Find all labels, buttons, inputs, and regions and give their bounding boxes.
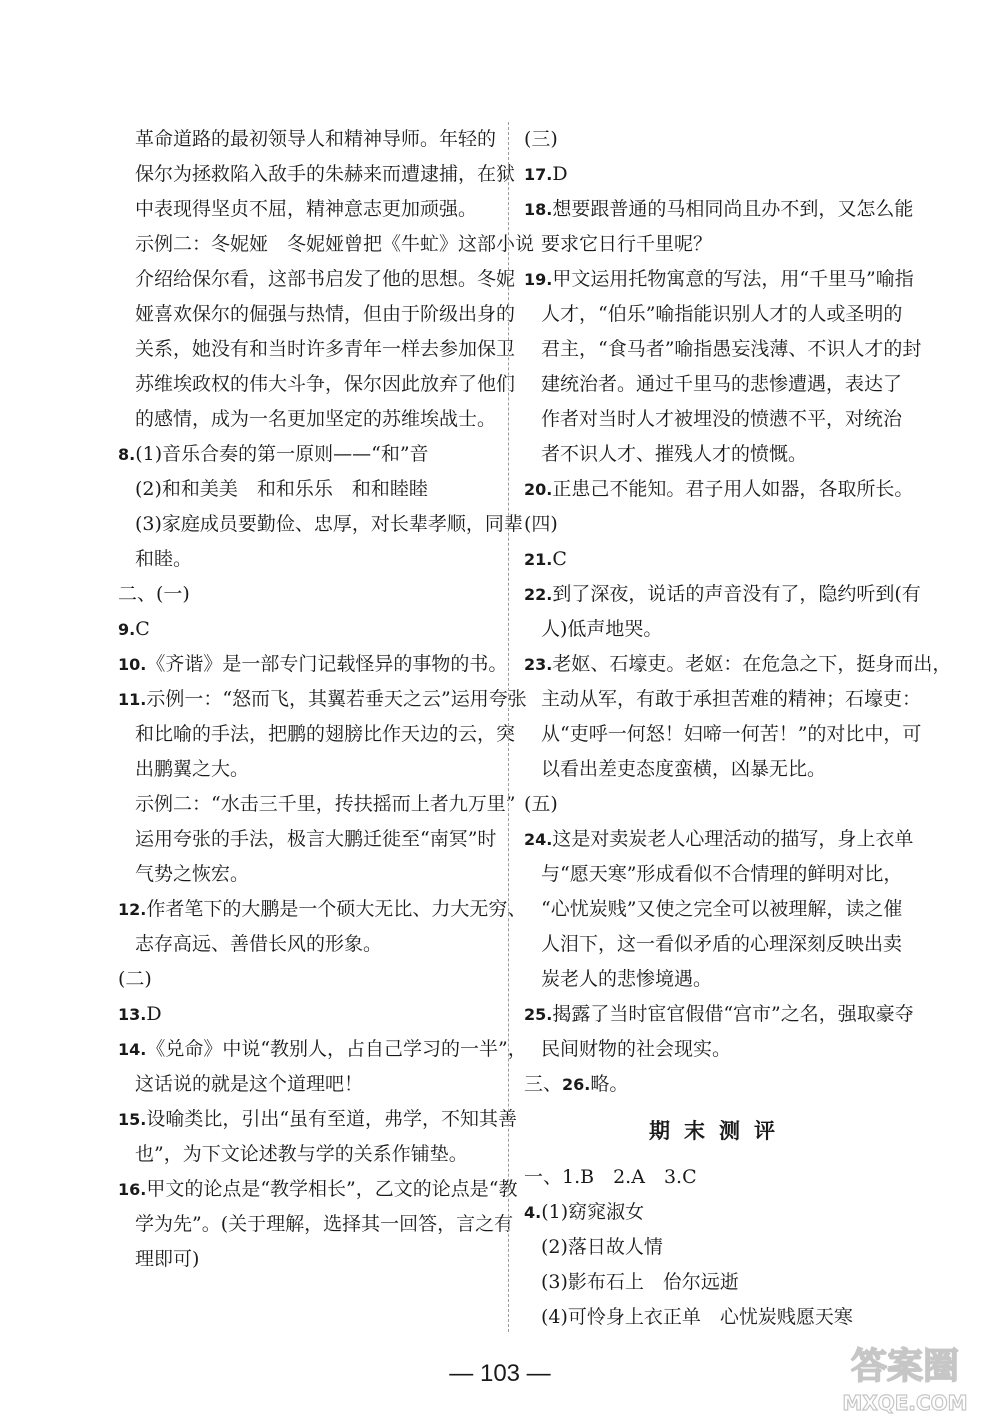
answer-text: 介绍给保尔看，这部书启发了他的思想。冬妮 bbox=[135, 268, 516, 290]
answer-line bbox=[524, 1230, 894, 1265]
answer-line bbox=[118, 192, 498, 227]
answer-text: 学为先”。(关于理解，选择其一回答，言之有 bbox=[135, 1213, 514, 1235]
answer-line bbox=[118, 297, 516, 332]
answer-text: 关系，她没有和当时许多青年一样去参加保卫 bbox=[135, 338, 516, 360]
answer-text: 设喻类比，引出“虽有至道，弗学，不知其善 bbox=[146, 1108, 518, 1130]
question-number: 20. bbox=[524, 480, 553, 499]
watermark-logo bbox=[810, 1338, 990, 1418]
answer-text: 示例一：“怒而飞，其翼若垂天之云”运用夸张 bbox=[146, 688, 527, 710]
watermark-text: 答案圈 bbox=[850, 1346, 960, 1387]
answer-line bbox=[524, 647, 952, 682]
answer-text: 和睦。 bbox=[135, 548, 193, 570]
answer-line bbox=[524, 997, 914, 1032]
answer-line bbox=[118, 1137, 498, 1172]
answer-text: 甲文的论点是“教学相长”，乙文的论点是“教 bbox=[146, 1178, 518, 1200]
answer-line bbox=[118, 1067, 498, 1102]
answer-line bbox=[524, 682, 922, 717]
answer-text: 民间财物的社会现实。 bbox=[541, 1038, 732, 1060]
answer-line bbox=[118, 402, 498, 437]
answer-text: 者不识人才、摧残人才的愤慨。 bbox=[541, 443, 808, 465]
answer-line bbox=[118, 1242, 498, 1277]
answer-text: 主动从军，有敢于承担苦难的精神；石壕吏： bbox=[541, 688, 922, 710]
question-number: 10. bbox=[118, 655, 147, 674]
question-number: 11. bbox=[118, 690, 147, 709]
answer-text: 略。 bbox=[590, 1073, 629, 1095]
answer-text: 苏维埃政权的伟大斗争，保尔因此放弃了他们 bbox=[135, 373, 516, 395]
question-number: 26. bbox=[562, 1075, 591, 1094]
question-number: 25. bbox=[524, 1005, 553, 1024]
question-number: 24. bbox=[524, 830, 553, 849]
column-divider bbox=[508, 122, 509, 1332]
answer-line bbox=[118, 1102, 518, 1137]
right-column bbox=[524, 122, 952, 1335]
answer-text: 和比喻的手法，把鹏的翅膀比作天边的云，突 bbox=[135, 723, 516, 745]
answer-line bbox=[524, 577, 921, 612]
answer-text: (1)音乐合奏的第一原则——“和”音 bbox=[135, 443, 429, 465]
question-number: 15. bbox=[118, 1110, 147, 1129]
answer-text: 这话说的就是这个道理吧！ bbox=[135, 1073, 364, 1095]
answer-line bbox=[118, 927, 498, 962]
answer-text: D bbox=[552, 163, 568, 185]
answer-text: 气势之恢宏。 bbox=[135, 863, 250, 885]
watermark-url: MXQE.COM bbox=[842, 1391, 968, 1415]
answer-line bbox=[118, 437, 498, 472]
answer-line bbox=[524, 332, 922, 367]
answer-text: 娅喜欢保尔的倔强与热情，但由于阶级出身的 bbox=[135, 303, 516, 325]
answer-line bbox=[524, 857, 903, 892]
answer-line bbox=[118, 787, 516, 822]
question-number: 14. bbox=[118, 1040, 147, 1059]
answer-text: (三) bbox=[524, 128, 558, 150]
answer-line bbox=[524, 472, 914, 507]
answer-line bbox=[524, 437, 894, 472]
answer-line bbox=[118, 647, 508, 682]
answer-line bbox=[118, 367, 516, 402]
answer-line bbox=[118, 717, 516, 752]
answer-text: (3)家庭成员要勤俭、忠厚，对长辈孝顺，同辈 bbox=[135, 513, 523, 535]
answer-line bbox=[524, 192, 914, 227]
question-number: 13. bbox=[118, 1005, 147, 1024]
answer-line bbox=[524, 227, 894, 262]
answer-line bbox=[524, 892, 903, 927]
answer-line bbox=[118, 962, 498, 997]
answer-line bbox=[524, 262, 914, 297]
answer-text: 保尔为拯救陷入敌手的朱赫来而遭逮捕，在狱 bbox=[135, 163, 516, 185]
answer-line bbox=[524, 1160, 894, 1195]
answer-line bbox=[524, 612, 894, 647]
answer-text: 炭老人的悲惨境遇。 bbox=[541, 968, 713, 990]
answer-text: 与“愿天寒”形成看似不合情理的鲜明对比， bbox=[541, 863, 903, 885]
answer-line bbox=[524, 402, 903, 437]
answer-text: 一、1.B 2.A 3.C bbox=[524, 1166, 697, 1188]
answer-line bbox=[524, 542, 894, 577]
answer-text: (2)落日故人情 bbox=[541, 1236, 663, 1258]
answer-text: 也”，为下文论述教与学的关系作铺垫。 bbox=[135, 1143, 468, 1165]
answer-line bbox=[524, 1032, 894, 1067]
answer-line bbox=[524, 157, 894, 192]
answer-line bbox=[118, 227, 535, 262]
question-number: 16. bbox=[118, 1180, 147, 1199]
answer-line bbox=[118, 857, 498, 892]
answer-text: 甲文运用托物寓意的写法，用“千里马”喻指 bbox=[552, 268, 914, 290]
answer-text: (4)可怜身上衣正单 心忧炭贱愿天寒 bbox=[541, 1306, 853, 1328]
answer-line bbox=[118, 822, 498, 857]
answer-line bbox=[524, 822, 914, 857]
left-column bbox=[118, 122, 535, 1277]
answer-line bbox=[524, 927, 903, 962]
question-number: 23. bbox=[524, 655, 553, 674]
answer-text: 革命道路的最初领导人和精神导师。年轻的 bbox=[135, 128, 497, 150]
answer-text: 君主，“食马者”喻指愚妄浅薄、不识人才的封 bbox=[541, 338, 922, 360]
question-number: 18. bbox=[524, 200, 553, 219]
answer-text: 要求它日行千里呢？ bbox=[541, 233, 713, 255]
answer-text: 揭露了当时宦官假借“宫市”之名，强取豪夺 bbox=[552, 1003, 914, 1025]
answer-text: D bbox=[146, 1003, 162, 1025]
answer-line bbox=[118, 507, 523, 542]
answer-text: 作者笔下的大鹏是一个硕大无比、力大无穷、 bbox=[146, 898, 527, 920]
answer-text: (3)影布石上 佁尔远逝 bbox=[541, 1271, 739, 1293]
answer-line bbox=[524, 1265, 894, 1300]
answer-line bbox=[118, 752, 498, 787]
answer-text: 示例二：“水击三千里，抟扶摇而上者九万里” bbox=[135, 793, 516, 815]
answer-text: 从“吏呼一何怒！妇啼一何苦！”的对比中，可 bbox=[541, 723, 922, 745]
answer-text: 人才，“伯乐”喻指能识别人才的人或圣明的 bbox=[541, 303, 903, 325]
answer-line bbox=[524, 297, 903, 332]
answer-text: 《兑命》中说“教别人，占自己学习的一半”， bbox=[146, 1038, 527, 1060]
question-number: 9. bbox=[118, 620, 136, 639]
question-number: 12. bbox=[118, 900, 147, 919]
answer-line bbox=[524, 962, 894, 997]
answer-line bbox=[524, 367, 903, 402]
answer-text: 作者对当时人才被埋没的愤懑不平，对统治 bbox=[541, 408, 903, 430]
answer-line bbox=[524, 507, 894, 542]
answer-line bbox=[118, 892, 527, 927]
answer-line bbox=[524, 1195, 894, 1230]
question-number: 17. bbox=[524, 165, 553, 184]
answer-text: (四) bbox=[524, 513, 558, 535]
answer-text: 的感情，成为一名更加坚定的苏维埃战士。 bbox=[135, 408, 497, 430]
answer-line bbox=[118, 1032, 527, 1067]
answer-line bbox=[118, 997, 498, 1032]
answer-line bbox=[118, 157, 516, 192]
answer-line bbox=[118, 542, 498, 577]
answer-text: C bbox=[135, 618, 150, 640]
answer-text: 人泪下，这一看似矛盾的心理深刻反映出卖 bbox=[541, 933, 903, 955]
answer-text: 理即可) bbox=[135, 1248, 200, 1270]
answer-text: 正患己不能知。君子用人如器，各取所长。 bbox=[552, 478, 914, 500]
section-title: 期末测评 bbox=[649, 1119, 789, 1143]
answer-line bbox=[118, 1172, 518, 1207]
answer-text: 到了深夜，说话的声音没有了，隐约听到(有 bbox=[552, 583, 921, 605]
answer-text: 志存高远、善借长风的形象。 bbox=[135, 933, 383, 955]
answer-text: (五) bbox=[524, 793, 558, 815]
answer-text: 建统治者。通过千里马的悲惨遭遇，表达了 bbox=[541, 373, 903, 395]
answer-line bbox=[118, 472, 498, 507]
answer-text: 想要跟普通的马相同尚且办不到，又怎么能 bbox=[552, 198, 914, 220]
answer-line bbox=[118, 1207, 514, 1242]
answer-text: 二、(一) bbox=[118, 583, 190, 605]
page-number: — 103 — bbox=[449, 1360, 551, 1387]
answer-line bbox=[118, 262, 516, 297]
answer-text: 老妪、石壕吏。老妪：在危急之下，挺身而出， bbox=[552, 653, 952, 675]
answer-line bbox=[118, 332, 516, 367]
answer-text: 这是对卖炭老人心理活动的描写，身上衣单 bbox=[552, 828, 914, 850]
question-number: 19. bbox=[524, 270, 553, 289]
answer-text: 以看出差吏态度蛮横，凶暴无比。 bbox=[541, 758, 827, 780]
answer-line bbox=[118, 577, 498, 612]
question-number: 4. bbox=[524, 1203, 542, 1222]
answer-line bbox=[524, 787, 894, 822]
answer-text: 人)低声地哭。 bbox=[541, 618, 663, 640]
answer-line bbox=[118, 122, 498, 157]
answer-text: (二) bbox=[118, 968, 152, 990]
answer-line bbox=[524, 122, 894, 157]
question-number: 22. bbox=[524, 585, 553, 604]
answer-text: 三、 bbox=[524, 1073, 563, 1095]
answer-line bbox=[524, 717, 922, 752]
answer-text: 中表现得坚贞不屈，精神意志更加顽强。 bbox=[135, 198, 478, 220]
answer-line bbox=[118, 682, 527, 717]
answer-text: (1)窈窕淑女 bbox=[541, 1201, 645, 1223]
answer-text: C bbox=[552, 548, 567, 570]
answer-line bbox=[118, 612, 498, 647]
question-number: 21. bbox=[524, 550, 553, 569]
question-number: 8. bbox=[118, 445, 136, 464]
answer-text: “心忧炭贱”又使之完全可以被理解，读之催 bbox=[541, 898, 903, 920]
answer-text: 运用夸张的手法，极言大鹏迁徙至“南冥”时 bbox=[135, 828, 497, 850]
answer-line bbox=[524, 1067, 894, 1102]
answer-text: (2)和和美美 和和乐乐 和和睦睦 bbox=[135, 478, 428, 500]
answer-text: 《齐谐》是一部专门记载怪异的事物的书。 bbox=[146, 653, 508, 675]
answer-text: 示例二：冬妮娅 冬妮娅曾把《牛虻》这部小说 bbox=[135, 233, 535, 255]
answer-line bbox=[524, 1300, 894, 1335]
answer-text: 出鹏翼之大。 bbox=[135, 758, 250, 780]
answer-line bbox=[524, 752, 894, 787]
